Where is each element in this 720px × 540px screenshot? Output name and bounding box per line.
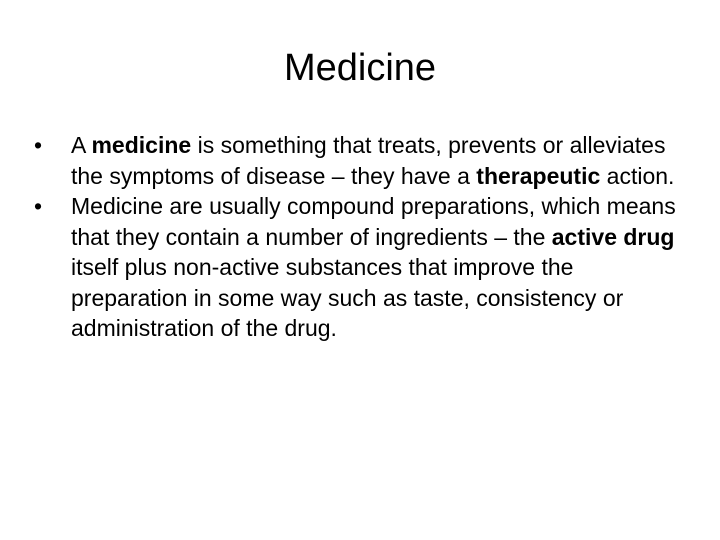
bullet-item <box>34 191 684 344</box>
bullet-text <box>71 132 674 189</box>
bold-term-active-drug: active drug <box>551 223 675 250</box>
bold-term-therapeutic: therapeutic <box>476 162 601 189</box>
text-segment: action. <box>600 162 675 189</box>
text-segment: itself plus non-active substances that improve the preparation in some way such as taste, consistency or administration of the drug. <box>71 254 624 341</box>
text-segment: is something that treats, prevents or alleviates the symptoms of disease – they have a <box>71 132 666 189</box>
bullet-text <box>71 193 676 341</box>
text-segment: A <box>71 132 92 158</box>
text-segment: Medicine are usually compound preparations, which means that they contain a number of ingredients – the <box>71 193 676 250</box>
bold-term-medicine: medicine <box>91 132 192 158</box>
bullet-list <box>34 130 684 344</box>
bullet-marker: • <box>34 193 43 219</box>
bullet-marker: • <box>34 132 43 158</box>
slide-title: Medicine <box>283 47 437 89</box>
bullet-item <box>34 130 684 191</box>
